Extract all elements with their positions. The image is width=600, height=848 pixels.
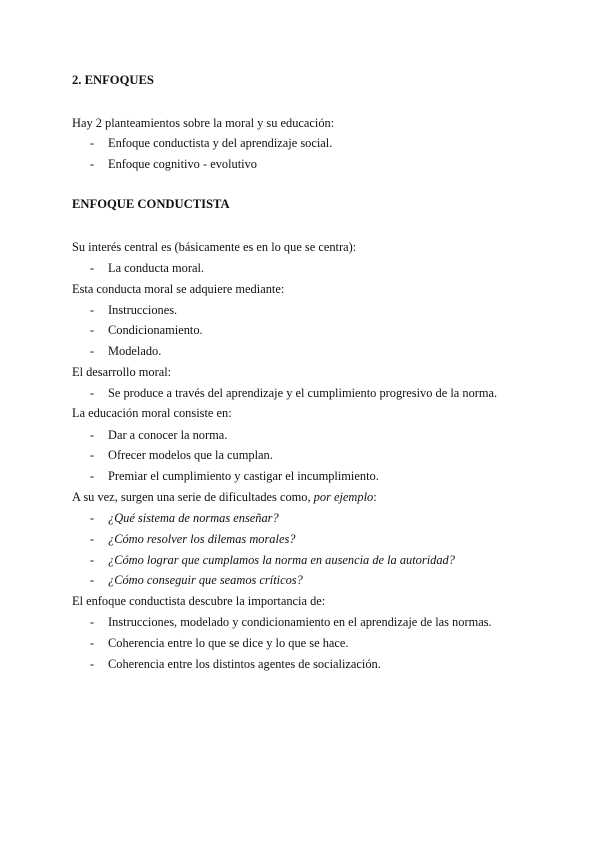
list-item [90,386,497,400]
list-item-text: Dar a conocer la norma. [108,428,228,442]
list-item [90,657,381,671]
list-item [90,573,303,587]
list-item [90,532,295,546]
bullet-dash: - [90,157,95,171]
list-item-text: Instrucciones. [108,303,178,317]
list-item-text: Enfoque cognitivo - evolutivo [108,157,258,171]
list-item-text: Modelado. [108,344,162,358]
list-item-text: Enfoque conductista y del aprendizaje social. [108,136,333,150]
list-item [90,553,455,567]
education-label: La educación moral consiste en: [72,406,232,420]
interest-label: Su interés central es (básicamente es en lo que se centra): [72,240,357,254]
bullet-dash: - [90,573,95,587]
list-item [90,469,379,483]
list-item-text: Coherencia entre los distintos agentes de socialización. [108,657,381,671]
list-item [90,636,348,650]
list-item-text: Instrucciones, modelado y condicionamiento en el aprendizaje de las normas. [108,615,492,629]
bullet-dash: - [90,615,95,629]
difficulties-label-italic: por ejemplo [313,490,374,504]
list-item-text: Coherencia entre lo que se dice y lo que se hace. [108,636,349,650]
list-item [90,303,177,317]
bullet-dash: - [90,532,95,546]
list-item [90,615,492,629]
list-item [90,323,203,337]
bullet-dash: - [90,636,95,650]
list-item-text: Ofrecer modelos que la cumplan. [108,448,273,462]
bullet-dash: - [90,511,95,525]
bullet-dash: - [90,386,95,400]
difficulties-label-suffix: : [373,490,377,504]
bullet-dash: - [90,261,95,275]
bullet-dash: - [90,323,95,337]
bullet-dash: - [90,657,95,671]
list-item-text: ¿Qué sistema de normas enseñar? [108,511,279,525]
importance-label: El enfoque conductista descubre la importancia de: [72,594,326,608]
list-item [90,157,257,171]
list-item-text: ¿Cómo resolver los dilemas morales? [108,532,296,546]
list-item [90,448,273,462]
acquired-label: Esta conducta moral se adquiere mediante: [72,282,285,296]
bullet-dash: - [90,303,95,317]
list-item [90,344,161,358]
subsection-title: ENFOQUE CONDUCTISTA [72,197,230,211]
list-item-text: La conducta moral. [108,261,204,275]
list-item-text: Premiar el cumplimiento y castigar el incumplimiento. [108,469,379,483]
bullet-dash: - [90,553,95,567]
bullet-dash: - [90,469,95,483]
section-title: 2. ENFOQUES [72,73,154,87]
intro-text: Hay 2 planteamientos sobre la moral y su educación: [72,116,335,130]
list-item [90,428,227,442]
bullet-dash: - [90,136,95,150]
list-item-text: Condicionamiento. [108,323,203,337]
development-label: El desarrollo moral: [72,365,172,379]
bullet-dash: - [90,428,95,442]
list-item-text: ¿Cómo conseguir que seamos críticos? [108,573,303,587]
list-item-text: Se produce a través del aprendizaje y el cumplimiento progresivo de la norma. [108,386,498,400]
bullet-dash: - [90,448,95,462]
list-item-text: ¿Cómo lograr que cumplamos la norma en ausencia de la autoridad? [108,553,455,567]
list-item [90,511,279,525]
difficulties-label [72,490,377,504]
list-item [90,261,204,275]
difficulties-label-prefix: A su vez, surgen una serie de dificultades como, [72,490,314,504]
bullet-dash: - [90,344,95,358]
list-item [90,136,332,150]
